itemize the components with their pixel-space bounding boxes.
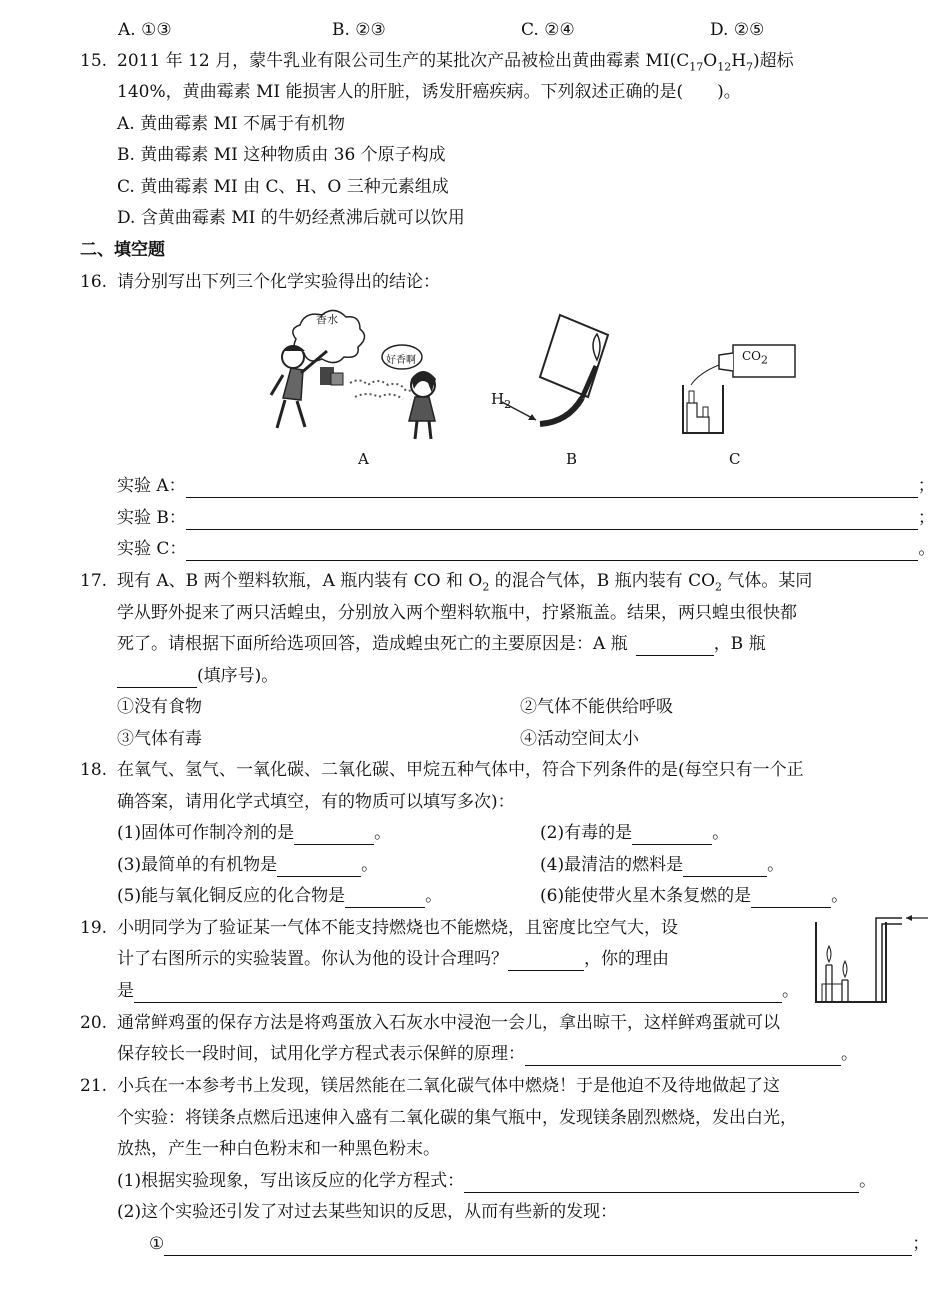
answer-blank[interactable]	[186, 511, 918, 530]
q18-line1	[80, 758, 804, 782]
formula-o: O	[703, 51, 718, 71]
q16-stem	[80, 270, 440, 294]
answer-line-a	[117, 474, 935, 498]
question-number: 17.	[80, 571, 108, 591]
q17-choice-4: ④活动空间太小	[520, 729, 639, 749]
q17-text: 现有 A、B 两个塑料软瓶，A 瓶内装有 CO 和 O	[117, 571, 483, 591]
punct: 。	[782, 981, 799, 1001]
circle-number: ①	[149, 1234, 165, 1254]
label-h2	[491, 390, 511, 411]
answer-blank[interactable]	[186, 479, 918, 498]
q19-apparatus	[812, 910, 932, 1005]
q18-item-6	[540, 884, 848, 908]
answer-blank[interactable]	[134, 984, 782, 1003]
section-heading: 二、填空题	[80, 240, 165, 260]
punct: 。	[767, 855, 785, 875]
q21-circle1	[149, 1232, 929, 1256]
q18-text: (3)最简单的有机物是	[117, 855, 278, 875]
q14-option-a: A. ①③	[118, 20, 172, 40]
answer-line-c	[117, 537, 935, 561]
punct: 。	[361, 855, 379, 875]
formula-h: H	[491, 390, 505, 408]
punct: 。	[425, 886, 443, 906]
answer-label: 实验 A：	[117, 476, 186, 496]
q14-option-b: B. ②③	[332, 20, 386, 40]
question-number: 20.	[80, 1013, 108, 1033]
q20-text: 通常鲜鸡蛋的保存方法是将鸡蛋放入石灰水中浸泡一会儿，拿出晾干，这样鲜鸡蛋就可以	[117, 1013, 780, 1033]
answer-blank[interactable]	[345, 889, 425, 908]
subscript: 2	[761, 353, 769, 367]
answer-label: 实验 C：	[117, 539, 187, 559]
q18-text: (2)有毒的是	[540, 823, 633, 843]
formula-h: H	[731, 51, 747, 71]
q18-text: (5)能与氧化铜反应的化合物是	[117, 886, 346, 906]
q16-text: 请分别写出下列三个化学实验得出的结论：	[117, 272, 440, 292]
q19-line1	[80, 916, 678, 940]
figure-a-caption: A	[358, 450, 369, 468]
punct: ；	[917, 508, 935, 528]
answer-blank[interactable]	[464, 1174, 859, 1193]
q17-line4	[117, 664, 278, 688]
subscript: 2	[504, 398, 512, 411]
punct: 。	[841, 1044, 858, 1064]
q17-line3	[117, 632, 766, 656]
figure-c-caption: C	[729, 450, 741, 468]
answer-blank[interactable]	[186, 542, 918, 561]
q20-text: 保存较长一段时间，试用化学方程式表示保鲜的原理：	[117, 1044, 525, 1064]
question-number: 19.	[80, 918, 108, 938]
q21-sub1	[117, 1169, 876, 1193]
q21-line1	[80, 1074, 780, 1098]
q15-option-b: B. 黄曲霉素 MI 这种物质由 36 个原子构成	[117, 145, 446, 165]
q14-option-d: D. ②⑤	[710, 20, 765, 40]
answer-blank[interactable]	[632, 826, 712, 845]
q19-text: 小明同学为了验证某一气体不能支持燃烧也不能燃烧，且密度比空气大，设	[117, 918, 678, 938]
q18-item-3	[117, 853, 378, 877]
q18-text: (6)能使带火星木条复燃的是	[540, 886, 752, 906]
answer-blank[interactable]	[164, 1237, 912, 1256]
question-number: 16.	[80, 272, 108, 292]
q21-text: 小兵在一本参考书上发现，镁居然能在二氧化碳气体中燃烧！于是他迫不及待地做起了这	[117, 1076, 780, 1096]
q18-text: (4)最清洁的燃料是	[540, 855, 684, 875]
q17-text: 的混合气体，B 瓶内装有 CO	[489, 571, 716, 591]
subscript: 2	[482, 580, 490, 594]
punct: 。	[712, 823, 730, 843]
q17-text: ，B 瓶	[713, 634, 766, 654]
q17-choice-3: ③气体有毒	[117, 729, 202, 749]
subscript: 12	[717, 60, 732, 74]
q15-option-c: C. 黄曲霉素 MI 由 C、H、O 三种元素组成	[117, 177, 449, 197]
q18-item-4	[540, 853, 784, 877]
question-number: 21.	[80, 1076, 108, 1096]
q20-line2	[117, 1042, 858, 1066]
punct: 。	[374, 823, 392, 843]
q17-text: (填序号)。	[197, 666, 279, 686]
q18-item-1	[117, 821, 391, 845]
q18-line2: 确答案，请用化学式填空，有的物质可以填写多次)：	[117, 792, 515, 812]
q15-text: 2011 年 12 月，蒙牛乳业有限公司生产的某批次产品被检出黄曲霉素 MI(C	[117, 51, 690, 71]
label-perfume: 香水	[316, 313, 338, 326]
q20-line1	[80, 1011, 780, 1035]
punct: 。	[831, 886, 849, 906]
q17-text: 气体。某同	[722, 571, 813, 591]
answer-blank-b[interactable]	[117, 669, 197, 688]
label-co2	[742, 349, 768, 366]
answer-label: 实验 B：	[117, 508, 186, 528]
q18-text: (1)固体可作制冷剂的是	[117, 823, 295, 843]
subscript: 2	[715, 580, 723, 594]
q15-text: )超标	[753, 51, 794, 71]
q15-stem-line2: 140%，黄曲霉素 MI 能损害人的肝脏，诱发肝癌疾病。下列叙述正确的是( )。	[117, 82, 741, 102]
answer-blank-a[interactable]	[636, 637, 714, 656]
q21-line3: 放热，产生一种白色粉末和一种黑色粉末。	[117, 1139, 440, 1159]
answer-blank[interactable]	[751, 889, 831, 908]
q18-item-5	[117, 884, 442, 908]
q19-text: ，你的理由	[584, 949, 669, 969]
q18-item-2	[540, 821, 729, 845]
q18-text: 在氧气、氢气、一氧化碳、二氧化碳、甲烷五种气体中，符合下列条件的是(每空只有一个正	[117, 760, 804, 780]
answer-blank[interactable]	[683, 858, 767, 877]
subscript: 7	[746, 60, 754, 74]
q19-line2	[117, 947, 669, 971]
label-smell: 好香啊	[386, 355, 416, 366]
q19-line3	[117, 979, 799, 1003]
punct: ；	[912, 1234, 930, 1254]
formula-co: CO	[742, 349, 762, 363]
answer-line-b	[117, 506, 935, 530]
q17-choice-1: ①没有食物	[117, 697, 202, 717]
answer-blank[interactable]	[294, 826, 374, 845]
punct: 。	[918, 539, 936, 559]
figure-b-caption: B	[566, 450, 578, 468]
q17-line2: 学从野外捉来了两只活蝗虫，分别放入两个塑料软瓶中，拧紧瓶盖。结果，两只蝗虫很快都	[117, 603, 797, 623]
figure-c-co2	[675, 335, 795, 440]
q21-line2: 个实验：将镁条点燃后迅速伸入盛有二氧化碳的集气瓶中，发现镁条剧烈燃烧，发出白光，	[117, 1108, 797, 1128]
answer-blank[interactable]	[525, 1047, 841, 1066]
q17-text: 死了。请根据下面所给选项回答，造成蝗虫死亡的主要原因是：A 瓶	[117, 634, 628, 654]
q21-text: (1)根据实验现象，写出该反应的化学方程式：	[117, 1171, 465, 1191]
figure-b-hydrogen	[480, 310, 620, 440]
q15-stem-line1	[80, 49, 794, 79]
q19-text: 是	[117, 981, 134, 1001]
q17-line1	[80, 569, 812, 599]
answer-blank[interactable]	[508, 952, 584, 971]
subscript: 17	[689, 60, 704, 74]
q17-choice-2: ②气体不能供给呼吸	[520, 697, 673, 717]
punct: ；	[917, 476, 935, 496]
q21-sub2: (2)这个实验还引发了对过去某些知识的反思，从而有些新的发现：	[117, 1202, 618, 1222]
figure-a-perfume	[265, 305, 465, 445]
q15-option-d: D. 含黄曲霉素 MI 的牛奶经煮沸后就可以饮用	[117, 208, 465, 228]
question-number: 18.	[80, 760, 108, 780]
q19-text: 计了右图所示的实验装置。你认为他的设计合理吗？	[117, 949, 508, 969]
punct: 。	[859, 1171, 877, 1191]
q14-option-c: C. ②④	[521, 20, 575, 40]
question-number: 15.	[80, 51, 108, 71]
q15-option-a: A. 黄曲霉素 MI 不属于有机物	[117, 114, 346, 134]
answer-blank[interactable]	[277, 858, 361, 877]
